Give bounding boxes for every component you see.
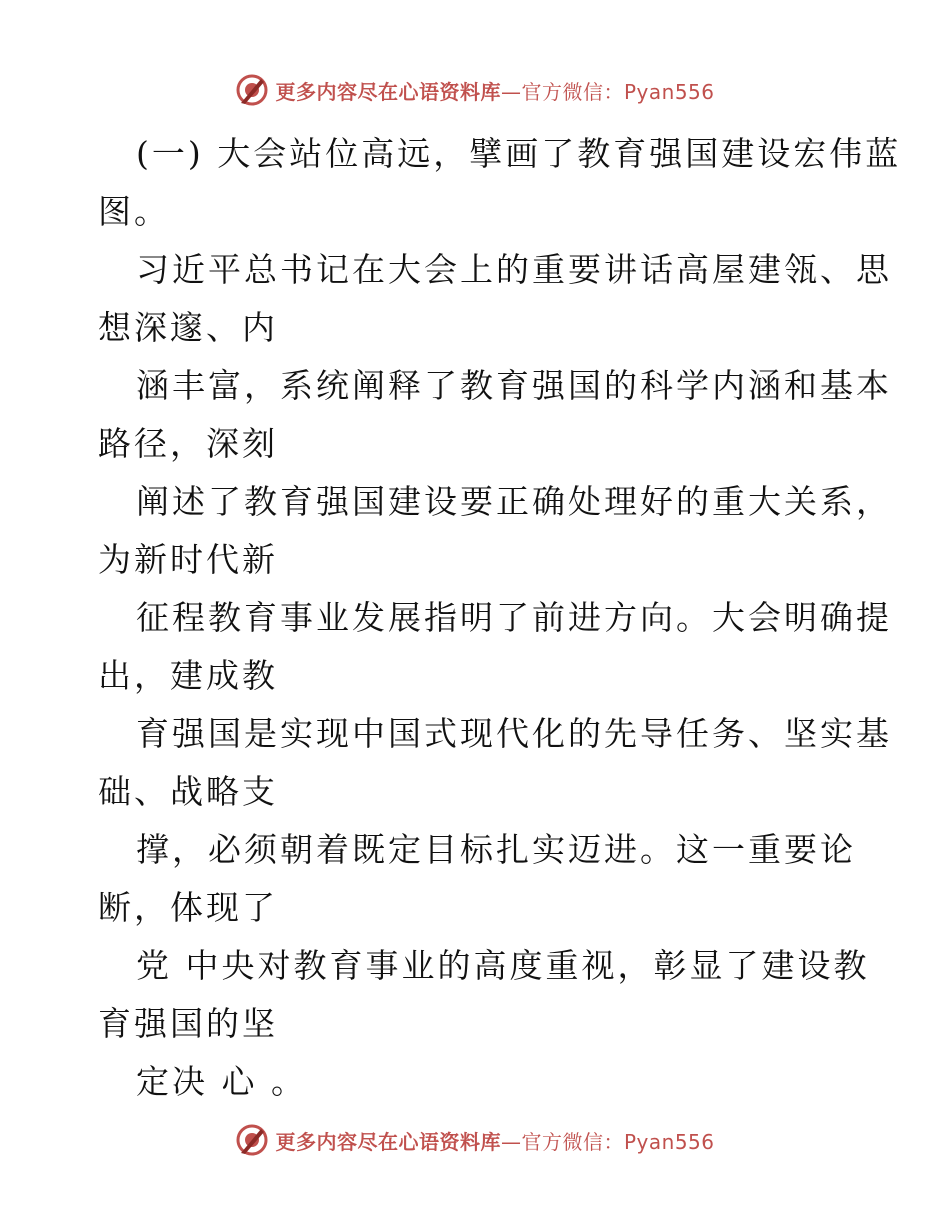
paragraph-line: 育强国是实现中国式现代化的先导任务、坚实基 bbox=[136, 714, 892, 753]
document-body bbox=[98, 125, 902, 1111]
paragraph-line: 阐述了教育强国建设要正确处理好的重大关系， bbox=[136, 482, 892, 521]
paragraph-line: 想深邃、内 bbox=[98, 308, 278, 347]
paragraph-line: 图。 bbox=[98, 192, 170, 231]
paragraph-line: 出，建成教 bbox=[98, 656, 278, 695]
paragraph-line: 育强国的坚 bbox=[98, 1004, 278, 1043]
banner-text: 更多内容尽在心语资料库—官方微信：Pyan556 bbox=[275, 79, 715, 104]
paragraph-line: 断，体现了 bbox=[98, 888, 278, 927]
paragraph-line: 征程教育事业发展指明了前进方向。大会明确提 bbox=[136, 598, 892, 637]
paragraph-line: (一) 大会站位高远，擘画了教育强国建设宏伟蓝 bbox=[136, 134, 902, 173]
pen-circle-logo-icon bbox=[235, 1123, 269, 1157]
paragraph-line: 撑，必须朝着既定目标扎实迈进。这一重要论 bbox=[136, 830, 856, 869]
pen-circle-logo-icon bbox=[235, 73, 269, 107]
paragraph-line: 础、战略支 bbox=[98, 772, 278, 811]
paragraph-line: 涵丰富，系统阐释了教育强国的科学内涵和基本 bbox=[136, 366, 892, 405]
footer-banner bbox=[0, 1120, 950, 1160]
paragraph-line: 路径，深刻 bbox=[98, 424, 278, 463]
header-banner bbox=[0, 70, 950, 110]
paragraph-line: 习近平总书记在大会上的重要讲话高屋建瓴、思 bbox=[136, 250, 892, 289]
paragraph-line: 党 中央对教育事业的高度重视，彰显了建设教 bbox=[136, 946, 870, 985]
paragraph-line: 定决 心 。 bbox=[136, 1062, 307, 1101]
paragraph-line: 为新时代新 bbox=[98, 540, 278, 579]
banner-text: 更多内容尽在心语资料库—官方微信：Pyan556 bbox=[275, 1129, 715, 1154]
